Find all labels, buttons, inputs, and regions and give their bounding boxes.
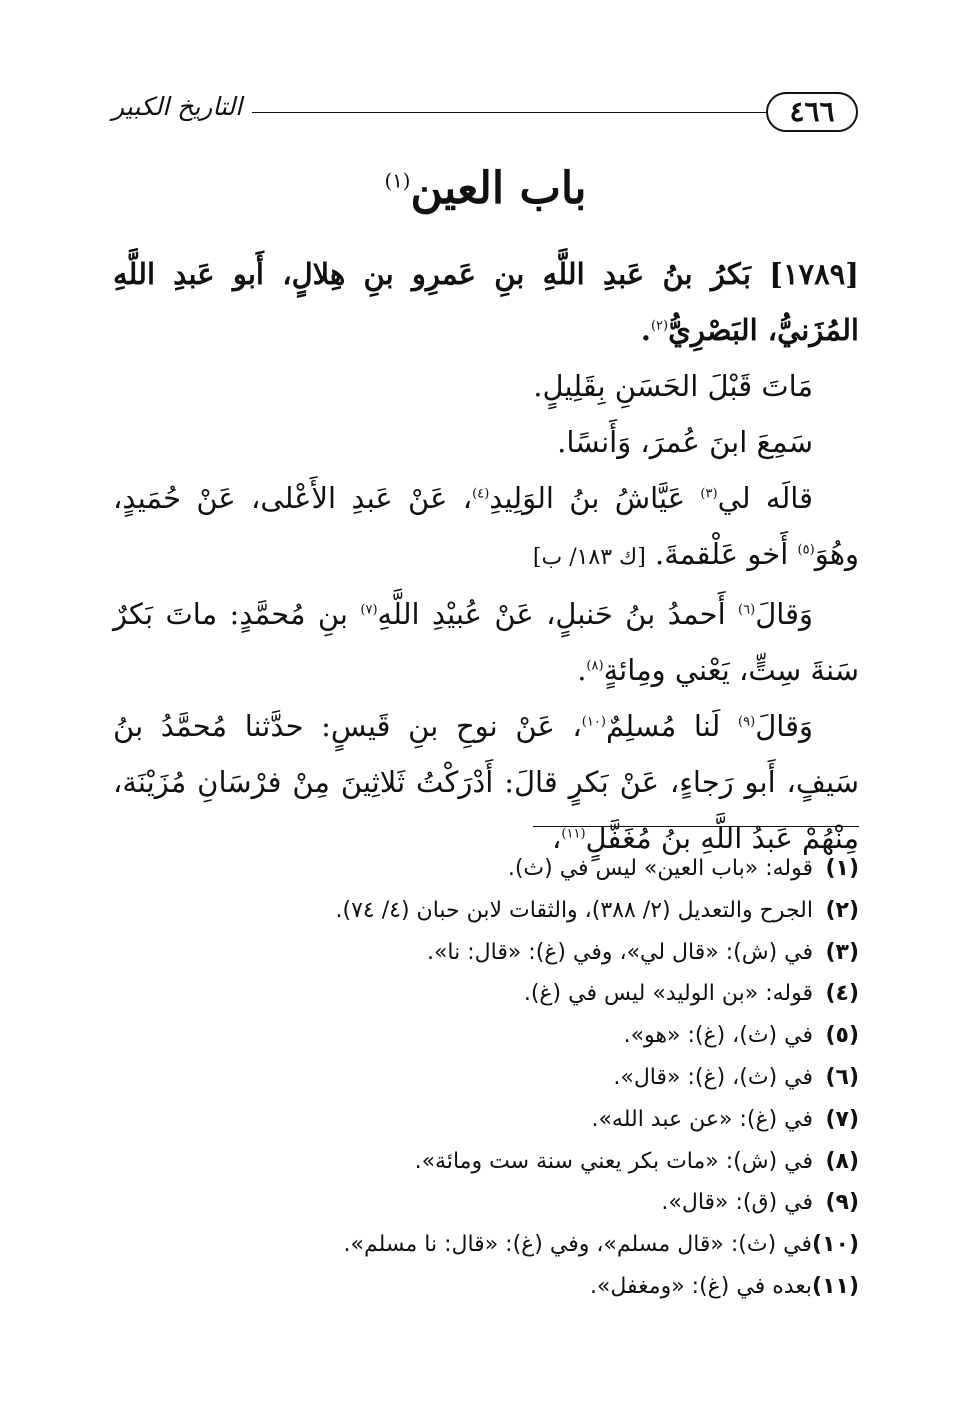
footnote-item bbox=[113, 848, 859, 890]
footnote-text: في (ث)، (غ): «هو». bbox=[623, 1023, 813, 1049]
footnote-text: في (ش): «قال لي»، وفي (غ): «قال: نا». bbox=[426, 939, 813, 965]
text-span: بنِ مُحمَّدٍ: ماتَ بَكرٌ سَنةَ سِتٍّ، يَعْني ومِائةٍ bbox=[113, 597, 859, 687]
footnote-text: قوله: «بن الوليد» ليس في (غ). bbox=[523, 981, 813, 1007]
footnote-item bbox=[113, 1224, 859, 1266]
footnote-marker: (٨) bbox=[586, 658, 604, 674]
text-span: أَحمدُ بنُ حَنبلٍ، عَنْ عُبيْدِ اللَّهِ bbox=[377, 597, 738, 631]
footnote-number: (٤) bbox=[825, 981, 859, 1007]
text-span: ، bbox=[551, 821, 562, 855]
footnote-item bbox=[113, 1015, 859, 1057]
entry-heading bbox=[113, 246, 859, 358]
footnote-text: في (ش): «مات بكر يعني سنة ست ومائة». bbox=[414, 1148, 813, 1174]
footnote-text: في (غ): «عن عبد الله». bbox=[591, 1106, 813, 1132]
chapter-title bbox=[0, 163, 971, 214]
footnote-number: (٨) bbox=[825, 1148, 859, 1174]
footnote-marker: (٧) bbox=[360, 602, 378, 618]
footnote-number: (١) bbox=[825, 856, 859, 881]
footnote-item bbox=[113, 1099, 859, 1141]
footnote-number: (٦) bbox=[825, 1064, 859, 1090]
footnote-text: الجرح والتعديل (٢/ ٣٨٨)، والثقات لابن حبان (٤/ ٧٤). bbox=[335, 897, 813, 923]
footnote-marker: (٩) bbox=[738, 714, 756, 730]
footnote-number: (٩) bbox=[825, 1190, 859, 1216]
footnote-number: (٧) bbox=[825, 1106, 859, 1132]
chapter-title-text: باب العين bbox=[410, 163, 587, 214]
footnote-number: (١٠) bbox=[812, 1232, 859, 1258]
footnote-marker: (١٠) bbox=[581, 714, 606, 730]
footnote-item bbox=[113, 973, 859, 1015]
footnote-text: قوله: «باب العين» ليس في (ث). bbox=[507, 856, 813, 881]
text-span: وَقالَ bbox=[755, 597, 813, 631]
text-span: وَقالَ bbox=[755, 709, 813, 743]
page-number: ٤٦٦ bbox=[766, 92, 858, 132]
footnote-marker: (٣) bbox=[700, 486, 718, 502]
footnote-number: (٣) bbox=[825, 939, 859, 965]
entry-heading-text: [١٧٨٩] بَكرُ بنُ عَبدِ اللَّهِ بنِ عَمرِو بنِ هِلالٍ، أَبو عَبدِ اللَّهِ المُزَنيُّ، البَصْرِيُّ bbox=[113, 257, 859, 347]
footnote-item bbox=[113, 890, 859, 932]
footnote-rule bbox=[533, 826, 859, 827]
header-rule bbox=[252, 112, 766, 113]
paragraph-chain-1 bbox=[113, 470, 859, 586]
paragraph-chain-2 bbox=[113, 586, 859, 698]
footnote-marker: (٥) bbox=[797, 542, 815, 558]
footnote-text: في (ث): «قال مسلم»، وفي (غ): «قال: نا مسلم». bbox=[343, 1232, 813, 1258]
text-span: . bbox=[577, 653, 587, 687]
footnote-marker: (٢) bbox=[650, 318, 669, 334]
manuscript-ref: [ك ١٨٣/ ب] bbox=[532, 545, 646, 570]
footnote-text: بعده في (غ): «ومغفل». bbox=[589, 1273, 813, 1299]
text-span: ، عَنْ عَبدِ الأَعْلى، عَنْ حُمَيدٍ، وهُوَ bbox=[113, 481, 859, 571]
paragraph-heard: سَمِعَ ابنَ عُمرَ، وَأَنسًا. bbox=[557, 425, 813, 459]
text-span: قالَه لي bbox=[717, 481, 814, 515]
footnote-item bbox=[113, 1266, 859, 1308]
text-span: أَخو عَلْقمةَ. bbox=[645, 537, 798, 571]
paragraph-chain-3 bbox=[113, 698, 859, 866]
page-header bbox=[112, 92, 858, 136]
footnote-number: (٥) bbox=[825, 1023, 859, 1049]
footnote-item bbox=[113, 1057, 859, 1099]
footnote-item bbox=[113, 1141, 859, 1183]
main-text bbox=[113, 246, 859, 866]
footnotes bbox=[113, 848, 859, 1308]
text-span: عَيَّاشُ بنُ الوَلِيدِ bbox=[489, 481, 701, 515]
footnote-marker: (١) bbox=[384, 169, 411, 193]
text-span: لَنا مُسلِمٌ bbox=[605, 709, 738, 743]
footnote-marker: (١١) bbox=[561, 826, 586, 842]
paragraph-death: مَاتَ قَبْلَ الحَسَنِ بِقَلِيلٍ. bbox=[533, 369, 813, 403]
footnote-marker: (٦) bbox=[738, 602, 756, 618]
footnote-item bbox=[113, 1182, 859, 1224]
footnote-number: (١١) bbox=[812, 1273, 859, 1299]
text-span: ، عَنْ نوحِ بنِ قَيسٍ: حدَّثنا مُحمَّدُ بنُ سَيفٍ، أَبو رَجاءٍ، عَنْ بَكرٍ قالَ: أَدْرَكْتُ ثَلاثِينَ مِنْ فرْسَانِ مُزَيْنَة، مِنْهُمْ عَبدُ اللَّهِ بنُ مُغَفَّلٍ bbox=[113, 709, 859, 855]
footnote-marker: (٤) bbox=[472, 486, 490, 502]
footnote-number: (٢) bbox=[825, 897, 859, 923]
entry-heading-end: . bbox=[640, 313, 651, 347]
footnote-text: في (ق): «قال». bbox=[661, 1190, 813, 1216]
running-title: التاريخ الكبير bbox=[112, 92, 243, 121]
footnote-item bbox=[113, 932, 859, 974]
footnote-text: في (ث)، (غ): «قال». bbox=[613, 1064, 813, 1090]
